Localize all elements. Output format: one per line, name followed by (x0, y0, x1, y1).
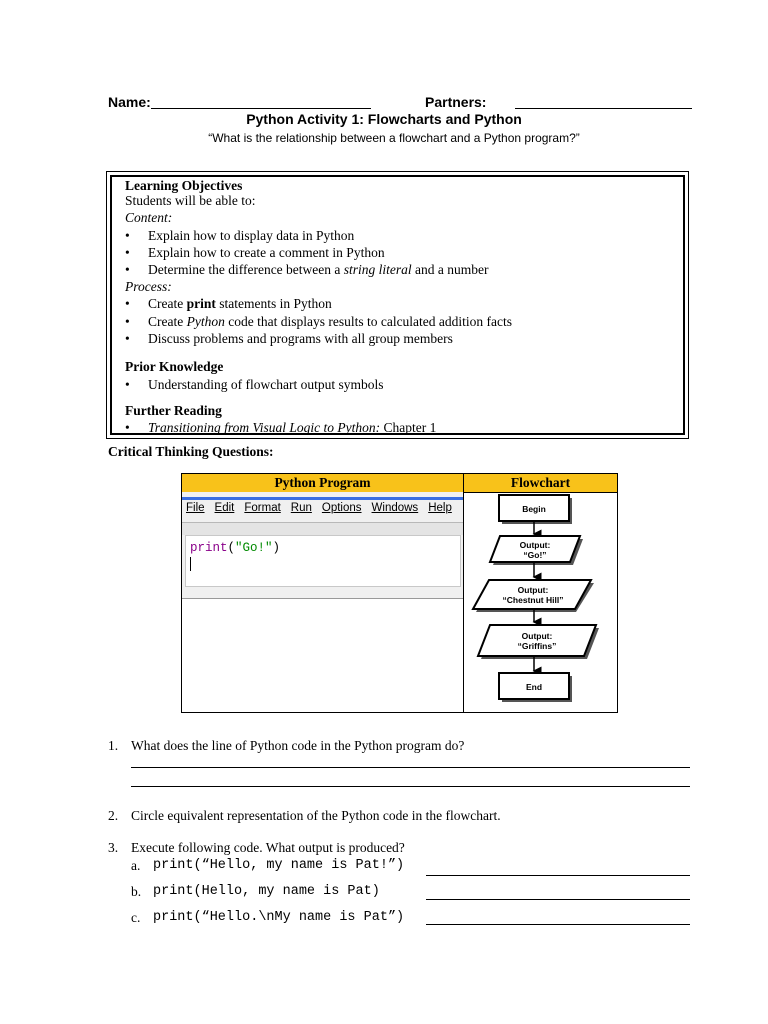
flowchart-header: Flowchart (464, 474, 617, 493)
output-go-symbol (490, 536, 580, 562)
q3b-code: print(Hello, my name is Pat) (153, 884, 380, 899)
menu-options[interactable]: Options (321, 502, 362, 514)
answer-line[interactable] (131, 767, 690, 768)
list-item: • Explain how to display data in Python (125, 228, 355, 243)
name-label: Name: (108, 94, 151, 110)
output-griffins-symbol (478, 625, 596, 656)
q3c-code: print(“Hello.\nMy name is Pat”) (153, 910, 405, 925)
list-item: • Explain how to create a comment in Python (125, 245, 385, 260)
code-line: print("Go!") (190, 541, 281, 555)
output-go-label: Output: (519, 540, 551, 550)
objectives-heading: Learning Objectives (125, 178, 243, 193)
objectives-intro: Students will be able to: (125, 193, 256, 208)
list-item: • Create Python code that displays results to calculated addition facts (125, 314, 513, 329)
menu-edit[interactable]: Edit (214, 502, 235, 514)
q3b-label: b. (131, 884, 142, 899)
question-2-text: Circle equivalent representation of the Python code in the flowchart. (131, 808, 501, 823)
q3a-label: a. (131, 858, 141, 873)
process-label: Process: (125, 279, 172, 294)
table-divider (463, 473, 464, 713)
menu-file[interactable]: File (186, 502, 205, 514)
page-subtitle: “What is the relationship between a flowchart and a Python program?” (208, 131, 580, 145)
end-label: End (525, 682, 543, 692)
begin-terminal (499, 495, 569, 521)
output-go-value: “Go!” (523, 550, 547, 560)
list-item: • Create print statements in Python (125, 296, 332, 311)
list-item: • Understanding of flowchart output symbols (125, 377, 384, 392)
question-3-number: 3. (108, 840, 119, 855)
q3a-code: print(“Hello, my name is Pat!”) (153, 858, 405, 873)
menu-bar (186, 502, 462, 514)
further-reading-heading: Further Reading (125, 403, 222, 418)
answer-line[interactable] (426, 875, 690, 876)
idle-window (182, 492, 463, 599)
menu-run[interactable]: Run (290, 502, 312, 514)
output-chestnut-hill-symbol (473, 580, 591, 609)
output-griffins-label: Output: (521, 631, 553, 641)
question-2-number: 2. (108, 808, 119, 823)
end-terminal (499, 673, 569, 699)
window-title-bar (182, 497, 463, 500)
output-chestnut-hill-value: “Chestnut Hill” (502, 595, 564, 605)
q3c-label: c. (131, 910, 141, 925)
list-item: • Discuss problems and programs with all group members (125, 331, 453, 346)
ctq-heading: Critical Thinking Questions: (108, 444, 274, 459)
menu-format[interactable]: Format (244, 502, 281, 514)
answer-line[interactable] (131, 786, 690, 787)
partners-field-line[interactable] (515, 108, 692, 109)
list-item: • Determine the difference between a string literal and a number (125, 262, 489, 277)
question-3-text: Execute following code. What output is produced? (131, 840, 405, 855)
begin-label: Begin (522, 504, 546, 514)
code-editor[interactable] (185, 535, 461, 587)
menu-windows[interactable]: Windows (371, 502, 419, 514)
output-griffins-value: “Griffins” (517, 641, 557, 651)
text-cursor (190, 557, 191, 571)
page-title: Python Activity 1: Flowcharts and Python (246, 111, 522, 127)
python-program-header: Python Program (182, 474, 463, 493)
prior-knowledge-heading: Prior Knowledge (125, 359, 224, 374)
output-chestnut-hill-label: Output: (517, 585, 549, 595)
menu-help[interactable]: Help (428, 502, 452, 514)
flowchart (465, 493, 617, 712)
name-field-line[interactable] (151, 108, 371, 109)
list-item: • Transitioning from Visual Logic to Python: Chapter 1 (125, 420, 437, 435)
question-1-number: 1. (108, 738, 119, 753)
content-label: Content: (125, 210, 173, 225)
question-1-text: What does the line of Python code in the Python program do? (131, 738, 465, 753)
answer-line[interactable] (426, 924, 690, 925)
toolbar-area (182, 523, 463, 535)
answer-line[interactable] (426, 899, 690, 900)
partners-label: Partners: (425, 94, 487, 110)
